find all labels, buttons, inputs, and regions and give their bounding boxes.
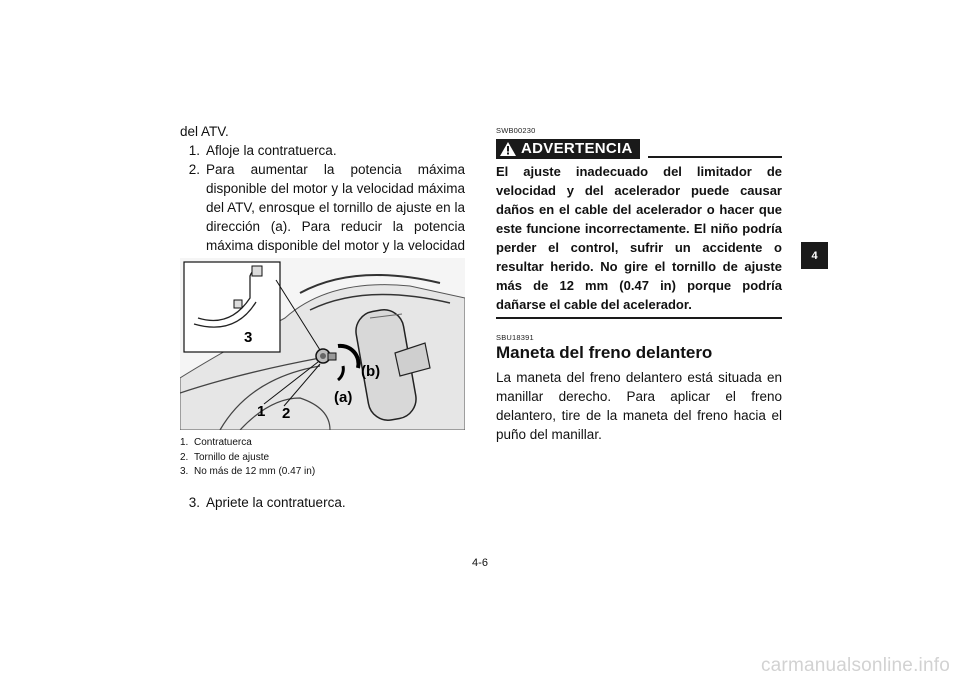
caption-number: 3. [180,466,189,477]
step-number: 3. [188,495,200,510]
caption-text: No más de 12 mm (0.47 in) [194,466,316,477]
warning-text: El ajuste inadecuado del limitador de velocidad y del acelerador puede causar daños en el cable del acelerador o hacer que este funcione incorrectamente. El niño podría perder el control, sufrir un accidente o resultar herido. No gire el tornillo de ajuste más de 12 mm (0.47 in) porque podría dañarse el cable del acelerador. [496,162,782,319]
figure-captions [180,436,465,480]
caption-item [180,465,465,480]
step-number: 1. [188,143,200,158]
warning-triangle-icon [500,142,516,156]
chapter-tab: 4 [801,242,828,269]
throttle-adjustment-figure [180,258,465,430]
section-code: SBU18391 [496,333,534,342]
watermark-text: carmanualsonline.info [760,655,950,676]
warning-rule [648,156,782,158]
label-3: 3 [244,329,253,346]
caption-text: Tornillo de ajuste [194,451,270,463]
caption-number: 1. [180,437,189,448]
caption-text: Contratuerca [194,437,252,448]
caption-number: 2. [180,451,189,463]
label-b: (b) [361,363,381,380]
step-item [180,141,465,160]
right-column [496,126,782,444]
warning-badge [496,139,640,159]
intro-text: del ATV. [180,124,229,139]
step-row [180,493,465,512]
label-a: (a) [334,389,353,406]
step-text: Apriete la contratuerca. [206,495,346,510]
caption-item [180,436,465,451]
figure-illustration [180,258,465,430]
warning-header [496,139,782,159]
label-1: 1 [257,403,266,420]
warning-code: SWB00230 [496,126,536,135]
step-item-3 [180,493,465,512]
section-text: La maneta del freno delantero está situada en manillar derecho. Para aplicar el freno delantero, tire de la maneta del freno hacia el puño del manillar. [496,370,782,442]
label-2: 2 [282,405,291,422]
step-text: Afloje la contratuerca. [206,143,337,158]
section-title: Maneta del freno delantero [496,343,713,362]
caption-item [180,451,465,466]
step-text: Para aumentar la potencia máxima disponible del motor y la velocidad máxima del ATV, enrosque el tornillo de ajuste en la dirección (a). Para reducir la potencia máxima disponible del motor y la velocidad [206,162,465,253]
page-number: 4-6 [472,557,488,569]
step-number: 2. [188,162,200,177]
warning-label: ADVERTENCIA [521,140,633,157]
